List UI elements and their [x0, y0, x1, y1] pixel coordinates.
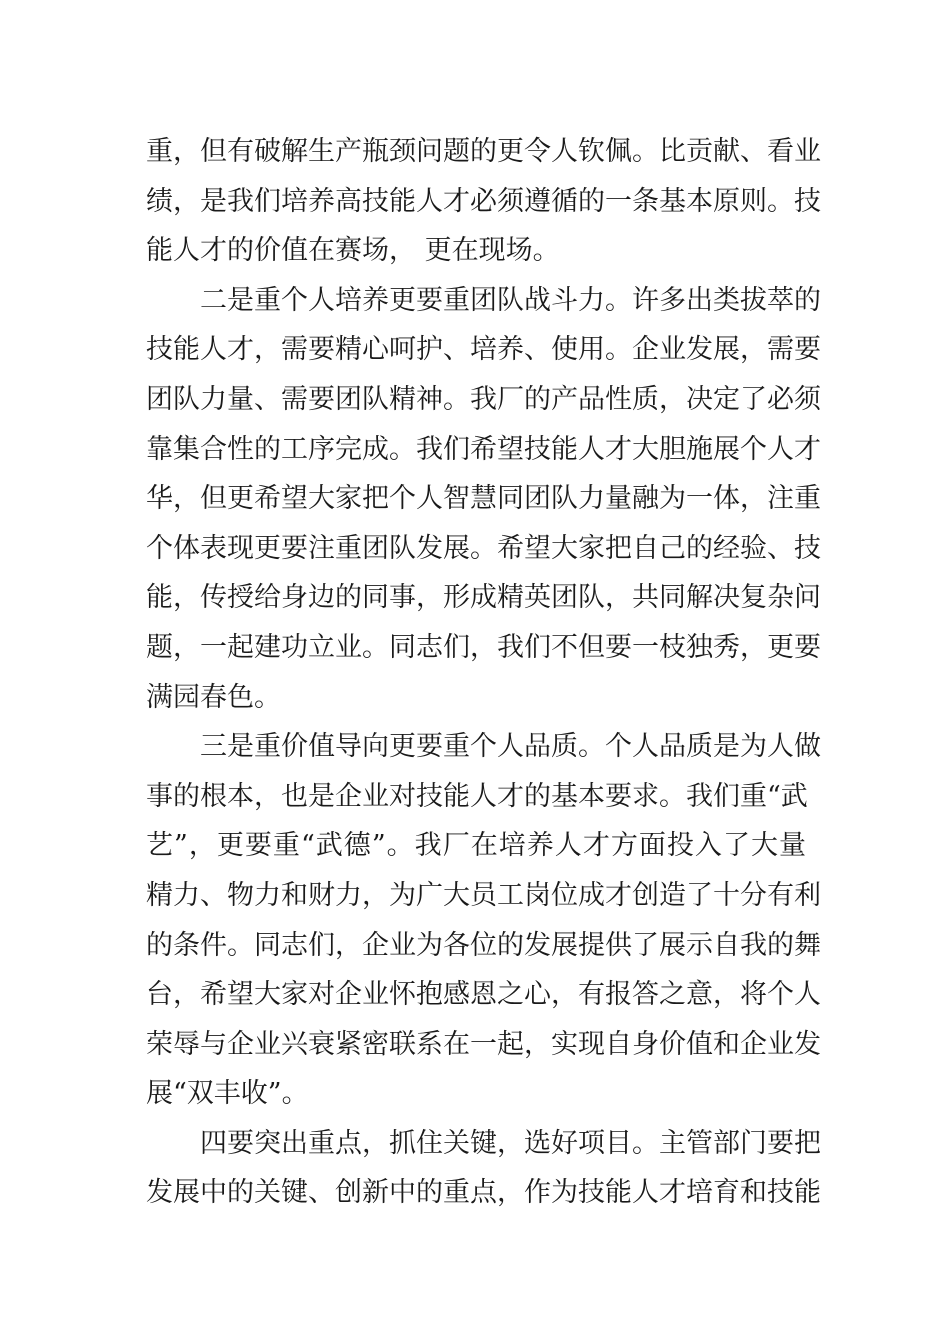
paragraph-3-first-line: 三是重价值导向更要重个人品质。个人品质是为人做 — [200, 731, 821, 763]
text-line: 团队力量、需要团队精神。我厂的产品性质，决定了必须 — [146, 383, 821, 415]
text-line: 发展中的关键、创新中的重点，作为技能人才培育和技能 — [146, 1177, 821, 1209]
document-body — [146, 127, 821, 1218]
text-line: 靠集合性的工序完成。我们希望技能人才大胆施展个人才 — [146, 433, 821, 465]
text-line: 艺”，更要重“武德”。我厂在培养人才方面投入了大量 — [146, 830, 806, 862]
text-line: 的条件。同志们，企业为各位的发展提供了展示自我的舞 — [146, 929, 821, 961]
paragraph-4-first-line: 四要突出重点，抓住关键，选好项目。主管部门要把 — [200, 1127, 821, 1159]
text-line: 绩，是我们培养高技能人才必须遵循的一条基本原则。技 — [146, 185, 821, 217]
text-line: 技能人才，需要精心呵护、培养、使用。企业发展，需要 — [146, 334, 821, 366]
text-line: 题，一起建功立业。同志们，我们不但要一枝独秀，更要 — [146, 631, 821, 663]
text-line: 展“双丰收”。 — [146, 1078, 309, 1110]
text-line: 华，但更希望大家把个人智慧同团队力量融为一体，注重 — [146, 483, 821, 515]
text-line: 个体表现更要注重团队发展。希望大家把自己的经验、技 — [146, 532, 821, 564]
text-line: 台，希望大家对企业怀抱感恩之心，有报答之意，将个人 — [146, 979, 821, 1011]
text-line: 精力、物力和财力，为广大员工岗位成才创造了十分有利 — [146, 879, 821, 911]
text-line: 重，但有破解生产瓶颈问题的更令人钦佩。比贡献、看业 — [146, 136, 821, 167]
paragraph-2-first-line: 二是重个人培养更要重团队战斗力。许多出类拔萃的 — [200, 284, 821, 316]
text-line: 能，传授给身边的同事，形成精英团队，共同解决复杂问 — [146, 582, 821, 614]
text-line: 事的根本，也是企业对技能人才的基本要求。我们重“武 — [146, 780, 808, 812]
text-line: 能人才的价值在赛场， 更在现场。 — [146, 235, 560, 267]
text-line: 满园春色。 — [146, 681, 281, 713]
text-line: 荣辱与企业兴衰紧密联系在一起，实现自身价值和企业发 — [146, 1028, 821, 1060]
